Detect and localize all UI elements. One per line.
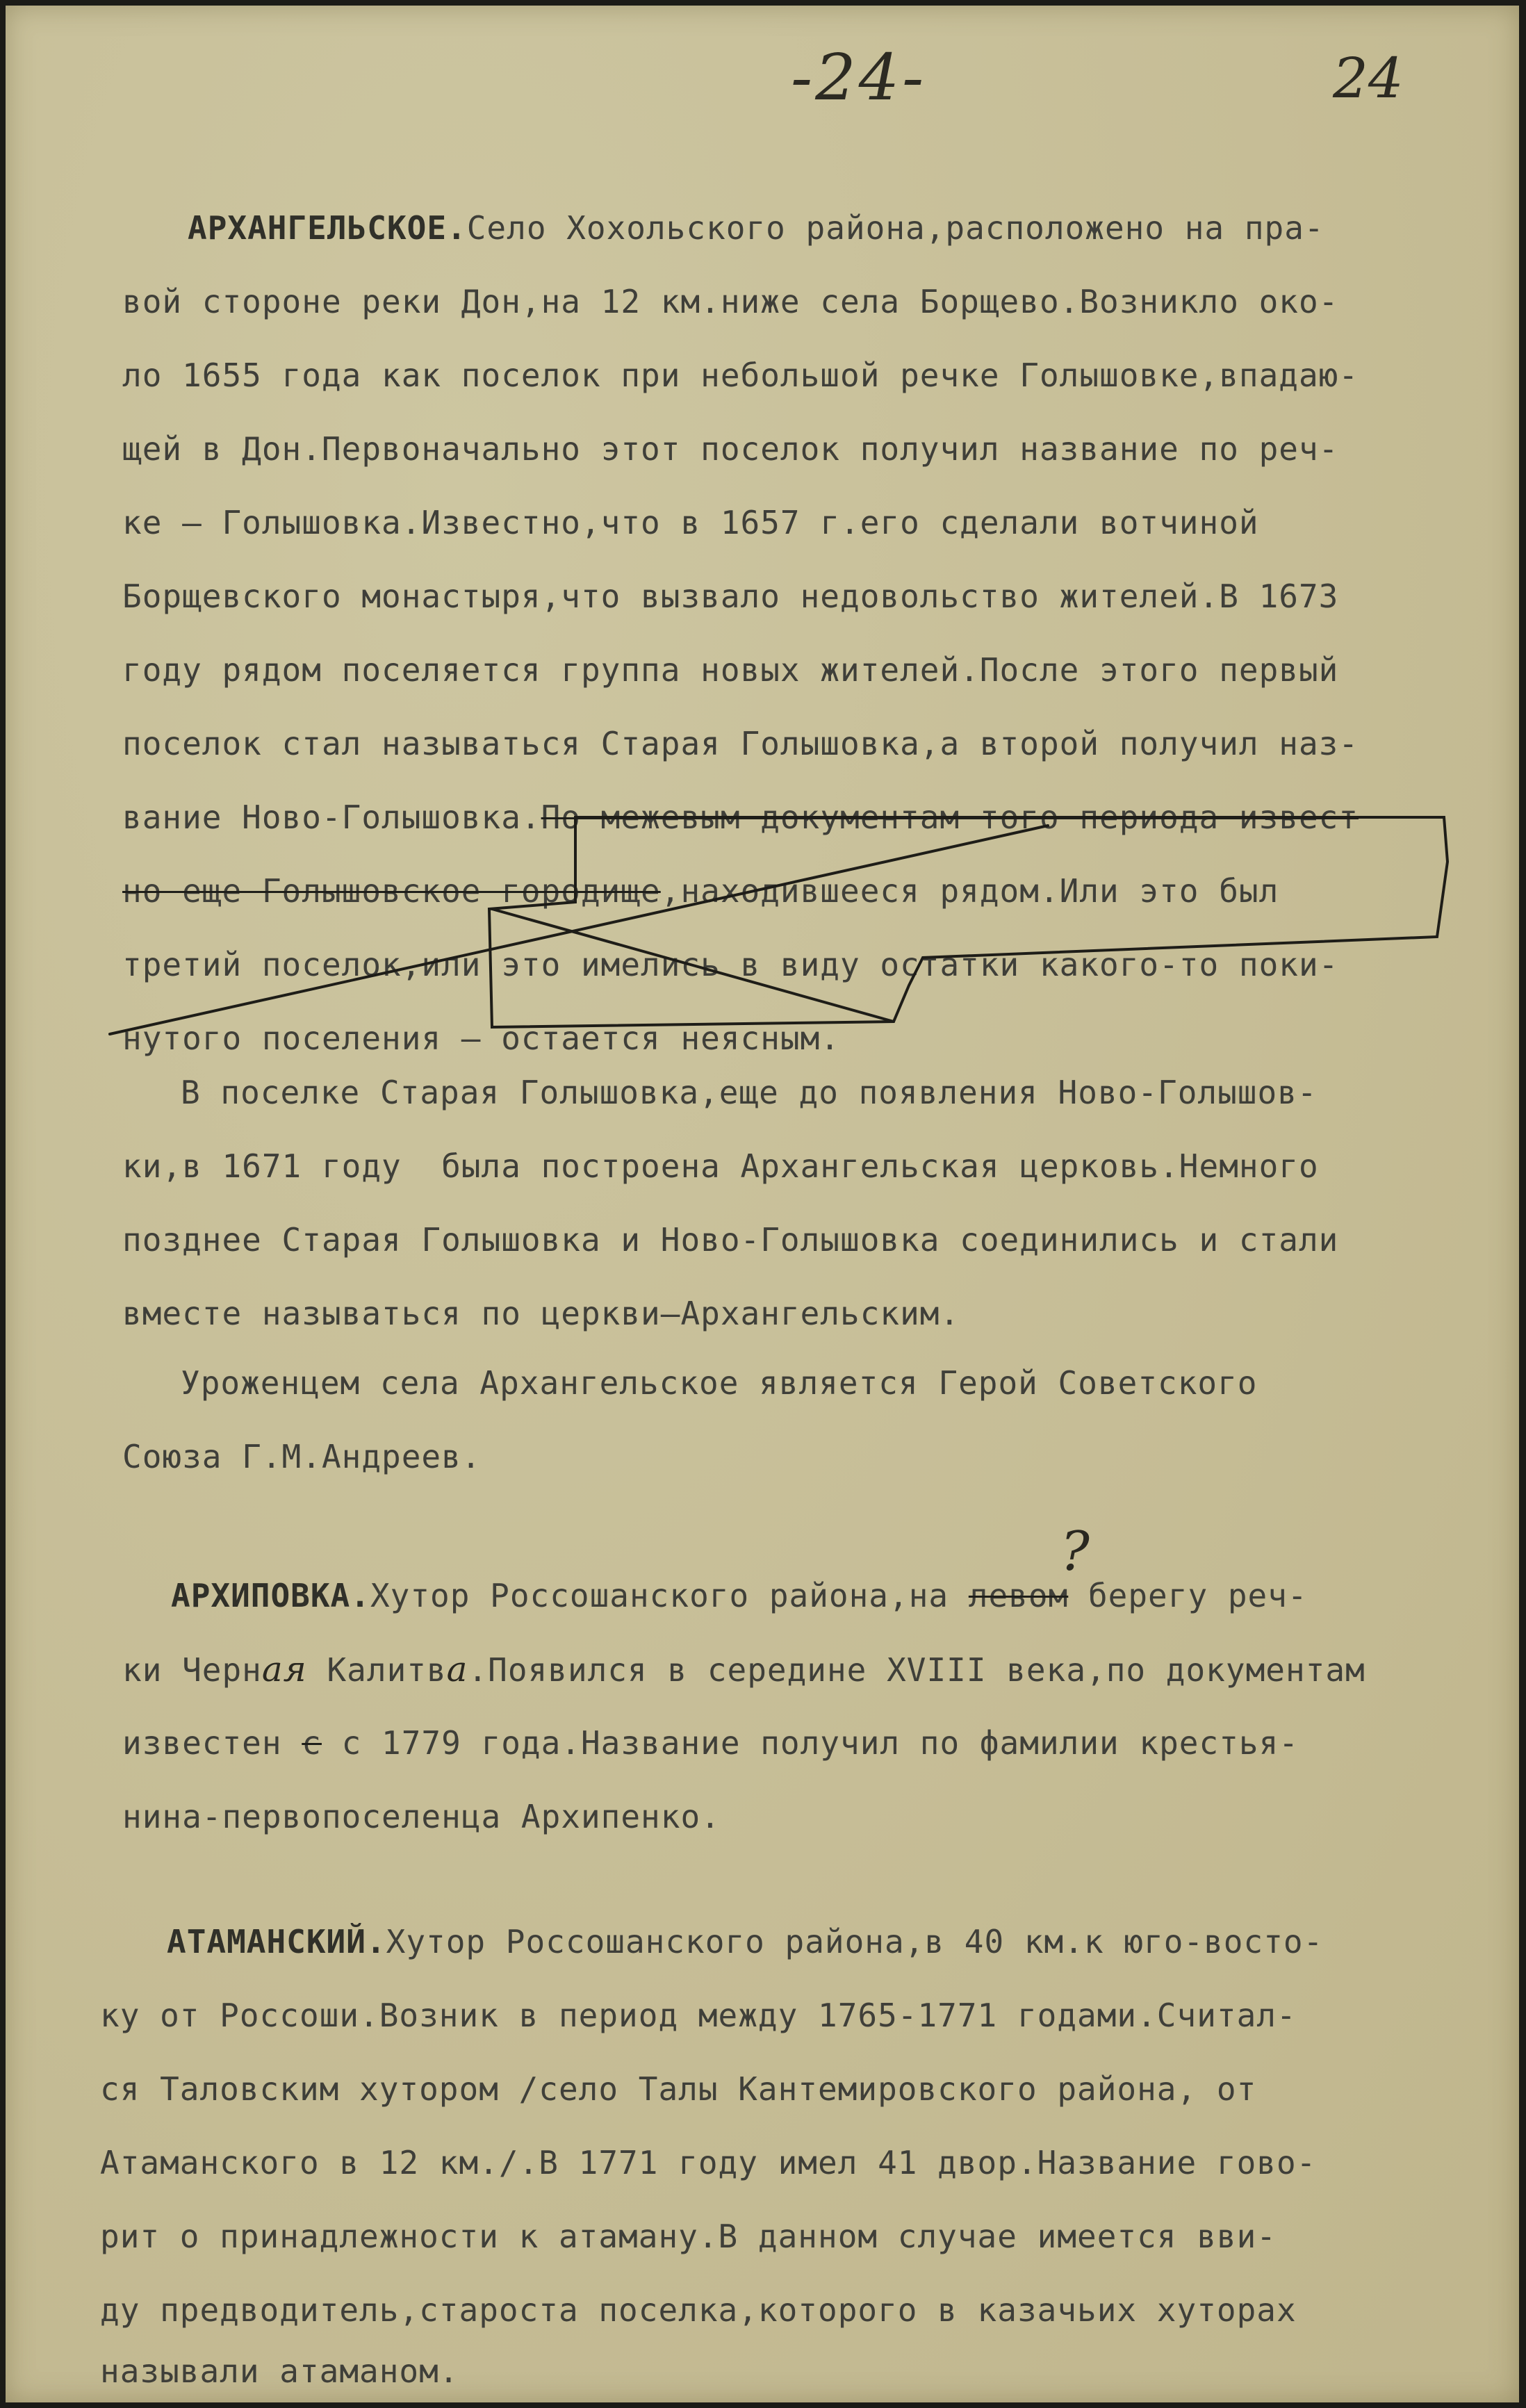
- text-line: Атаманского в 12 км./.В 1771 году имел 41 двор.Название гово-: [100, 2144, 1317, 2181]
- text-line: ку от Россоши.Возник в период между 1765-1771 годами.Считал-: [100, 1997, 1297, 2034]
- text-line: известен с с 1779 года.Название получил по фамилии крестья-: [122, 1724, 1299, 1762]
- text-line: АТАМАНСКИЙ.Хутор Россошанского района,в 40 км.к юго-восто-: [167, 1923, 1324, 1960]
- text-line: нутого поселения – остается неясным.: [122, 1019, 840, 1057]
- text-line: но еще Голышовское городище,находившееся рядом.Или это был: [122, 872, 1279, 910]
- text-line: году рядом поселяется группа новых жителей.После этого первый: [122, 651, 1339, 689]
- text-line: Уроженцем села Архангельское является Герой Советского: [181, 1364, 1258, 1402]
- text-line: ки Черная Калитва.Появился в середине XVIII века,по документам: [122, 1649, 1365, 1689]
- text-line: ки,в 1671 году была построена Архангельская церковь.Немного: [122, 1147, 1319, 1185]
- text-line: называли атаманом.: [100, 2352, 459, 2390]
- entry-heading: АРХИПОВКА.: [171, 1577, 370, 1614]
- struck-text: левом: [968, 1577, 1069, 1614]
- text-line: вместе называться по церкви–Архангельским.: [122, 1295, 960, 1332]
- text-line: вой стороне реки Дон,на 12 км.ниже села Борщево.Возникло око-: [122, 283, 1339, 320]
- handwritten-question-mark: ?: [1060, 1521, 1090, 1583]
- archive-page: [6, 6, 1519, 2402]
- folio-number: 24: [1333, 46, 1404, 110]
- text-line: В поселке Старая Голышовка,еще до появления Ново-Голышов-: [181, 1074, 1318, 1111]
- text-line: ду предводитель,староста поселка,которого в казачьих хуторах: [100, 2291, 1297, 2329]
- text-line: АРХИПОВКА.Хутор Россошанского района,на левом берегу реч-: [171, 1577, 1308, 1614]
- deletion-box-outline: [489, 817, 1447, 1027]
- text-line: третий поселок,или это имелись в виду остатки какого-то поки-: [122, 946, 1339, 983]
- text-line: вание Ново-Голышовка.По межевым документам того периода извест: [122, 798, 1359, 836]
- handwritten-correction: а: [446, 1649, 468, 1689]
- text-line: ло 1655 года как поселок при небольшой речке Голышовке,впадаю-: [122, 357, 1359, 394]
- handwritten-correction: ая: [261, 1649, 307, 1689]
- text-line: Борщевского монастыря,что вызвало недовольство жителей.В 1673: [122, 578, 1339, 615]
- text-line: АРХАНГЕЛЬСКОЕ.Село Хохольского района,расположено на пра-: [188, 209, 1324, 247]
- text-line: щей в Дон.Первоначально этот поселок получил название по реч-: [122, 430, 1339, 468]
- text-line: рит о принадлежности к атаману.В данном случае имеется вви-: [100, 2218, 1277, 2255]
- entry-heading: АРХАНГЕЛЬСКОЕ.: [188, 209, 467, 247]
- text-line: ся Таловским хутором /село Талы Кантемировского района, от: [100, 2070, 1257, 2108]
- struck-text: с: [302, 1724, 322, 1762]
- text-line: позднее Старая Голышовка и Ново-Голышовка соединились и стали: [122, 1221, 1339, 1259]
- struck-text: По межевым документам того периода извест: [541, 798, 1359, 836]
- entry-heading: АТАМАНСКИЙ.: [167, 1923, 386, 1960]
- text-line: нина-первопоселенца Архипенко.: [122, 1798, 721, 1835]
- text-line: Союза Г.М.Андреев.: [122, 1438, 482, 1475]
- deletion-cross-stroke: [110, 826, 1048, 1034]
- struck-text: но еще Голышовское городище: [122, 872, 661, 910]
- page-number-handwritten: -24-: [791, 40, 927, 115]
- text-line: ке – Голышовка.Известно,что в 1657 г.его сделали вотчиной: [122, 504, 1259, 541]
- text-line: поселок стал называться Старая Голышовка,а второй получил наз-: [122, 725, 1359, 762]
